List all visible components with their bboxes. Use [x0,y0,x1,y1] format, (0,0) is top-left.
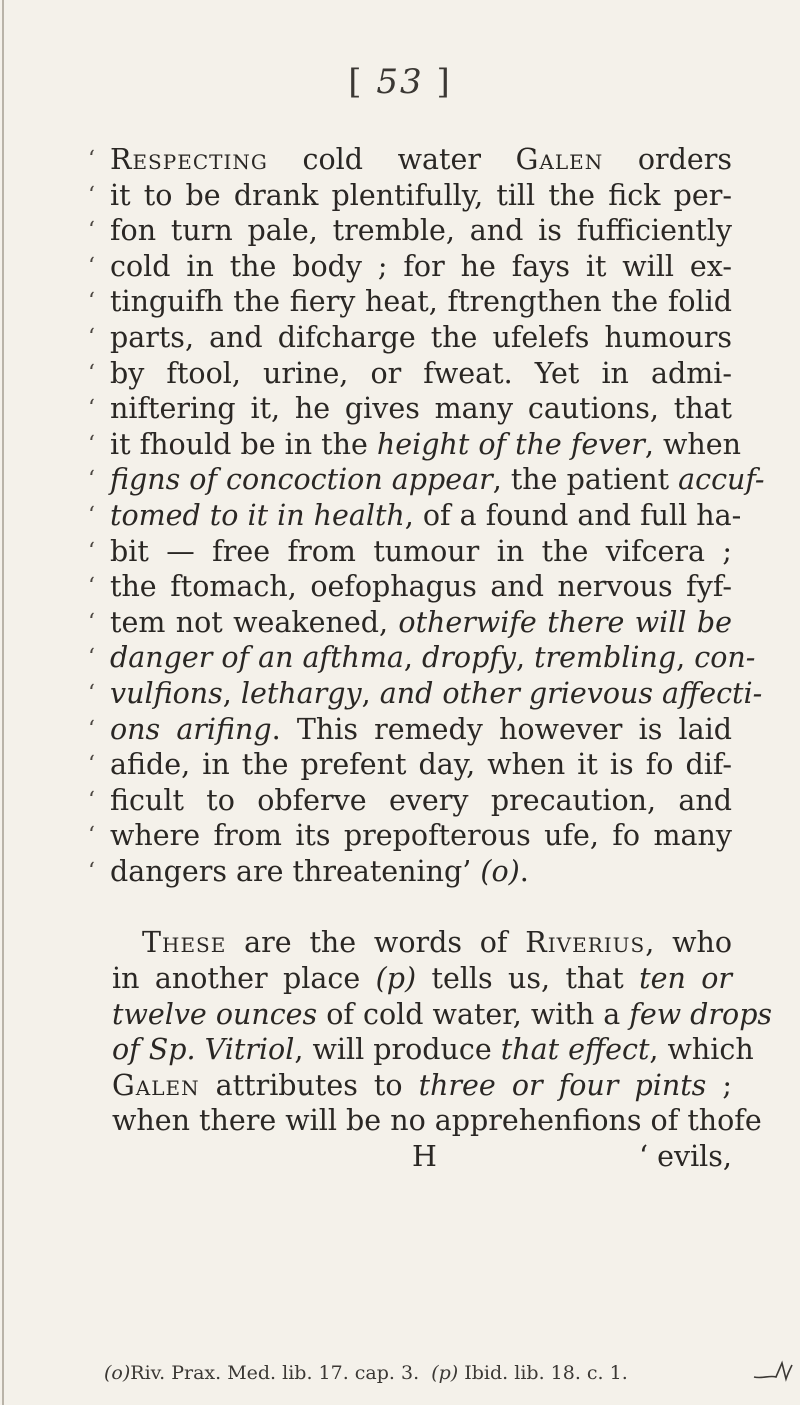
text-line: ‘ figns of concoction appear, the patient accuf- [88,463,765,497]
text-line: ‘ ons arifing. This remedy however is laid [88,712,732,746]
text-line: ‘ vulfions, lethargy, and other grievous affecti- [88,676,763,710]
text-line: ‘ danger of an afthma, dropfy, trembling, con- [88,641,756,675]
text-line: ‘ by ftool, urine, or fweat. Yet in admi- [88,356,732,390]
text-line: in another place (p) tells us, that ten or [112,962,732,996]
text-line: ‘ afide, in the prefent day, when it is fo dif- [88,748,732,782]
text-line: ‘ ficult to obferve every precaution, and [88,783,732,817]
page-gutter-line [2,0,4,1405]
text-line: of Sp. Vitriol, will produce that effect, which [112,1033,754,1067]
text-line: ‘ tem not weakened, otherwife there will be [88,605,733,639]
text-line: twelve ounces of cold water, with a few drops [112,997,773,1031]
page-number: 53 [376,62,424,102]
text-line: ‘ the ftomach, oefophagus and nervous fyf- [88,570,732,604]
text-line: ‘ tomed to it in health, of a found and full ha- [88,498,742,532]
body-text [88,142,773,1175]
text-line: ‘ it to be drank plentifully, till the fick per- [88,178,732,212]
page-number-header: [ 53 ] [348,62,452,102]
text-line: ‘ cold in the body ; for he fays it will ex- [88,249,732,283]
text-line: ‘ dangers are threatening’ (o). [88,854,529,888]
text-line: when there will be no apprehenfions of thofe [112,1104,762,1138]
paragraph-gap [112,889,732,925]
text-line: ‘ tinguifh the fiery heat, ftrengthen the folid [88,285,732,319]
text-line: ‘ fon turn pale, tremble, and is fufficiently [88,214,732,248]
signature-mark: H [412,1140,437,1174]
text-line: ‘ niftering it, he gives many cautions, that [88,392,732,426]
text-line: ‘ where from its prepofterous ufe, fo many [88,819,732,853]
pen-mark-icon [752,1355,794,1383]
text-line: Galen attributes to three or four pints ; [112,1068,732,1102]
text-line: ‘ Respecting cold water Galen orders [88,143,732,176]
catchword: ‘ evils, [638,1140,732,1174]
text-line: ‘ bit — free from tumour in the vifcera ; [88,534,732,568]
footnotes: (o)Riv. Prax. Med. lib. 17. cap. 3. (p) Ibid. lib. 18. c. 1. [104,1362,628,1384]
text-line: These are the words of Riverius, who [142,926,732,960]
text-line: ‘ parts, and difcharge the ufelefs humours [88,320,732,354]
text-line: ‘ it fhould be in the height of the fever, when [88,427,741,461]
signature-line [112,1139,732,1175]
